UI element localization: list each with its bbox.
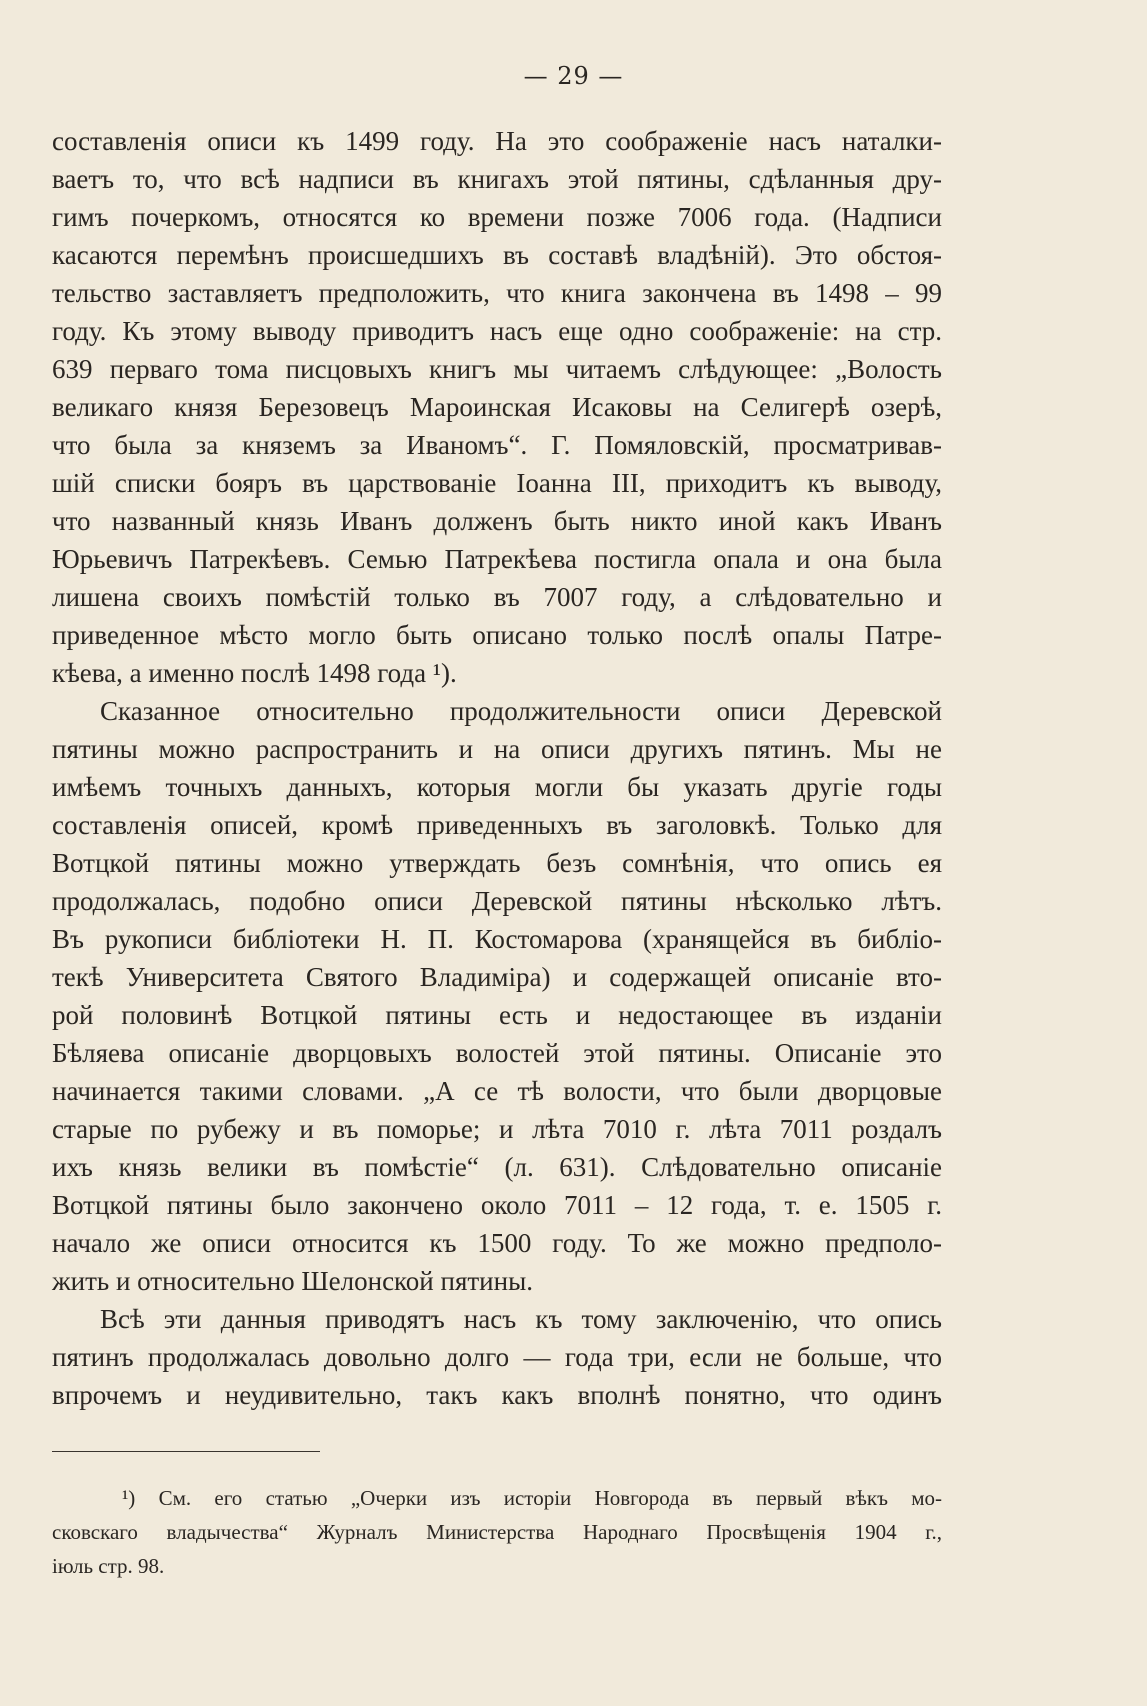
text-line: лишена своихъ помѣстій только въ 7007 году, а слѣдовательно и [52,582,942,612]
text-line: году. Къ этому выводу приводитъ насъ еще одно соображеніе: на стр. [52,316,942,346]
text-line: текѣ Университета Святого Владиміра) и содержащей описаніе вто- [52,962,942,992]
text-line: 639 перваго тома писцовыхъ книгъ мы читаемъ слѣдующее: „Волость [52,354,942,384]
text-line: великаго князя Березовецъ Мароинская Исаковы на Селигерѣ озерѣ, [52,392,942,422]
text-line: кѣева, а именно послѣ 1498 года ¹). [52,658,457,688]
text-line: Въ рукописи библіотеки Н. П. Костомарова (хранящейся въ библіо- [52,924,942,954]
text-line: пятины можно распространить и на описи другихъ пятинъ. Мы не [52,734,942,764]
text-line: начинается такими словами. „А се тѣ волости, что были дворцовые [52,1076,942,1106]
page-number: — 29 — [523,62,624,90]
text-line: составленія описей, кромѣ приведенныхъ въ заголовкѣ. Только для [52,810,942,840]
body-text [52,122,942,1414]
text-line: жить и относительно Шелонской пятины. [52,1266,533,1296]
footnote-line: сковскаго владычества“ Журналъ Министерства Народнаго Просвѣщенія 1904 г., [52,1520,942,1544]
text-line: ихъ князь велики въ помѣстіе“ (л. 631). Слѣдовательно описаніе [52,1152,942,1182]
text-line: что была за княземъ за Иваномъ“. Г. Помяловскій, просматривав- [52,430,942,460]
text-line: имѣемъ точныхъ данныхъ, которыя могли бы указать другіе годы [52,772,942,802]
text-line: Вотцкой пятины было закончено около 7011 – 12 года, т. е. 1505 г. [52,1190,942,1220]
text-line: тельство заставляетъ предположить, что книга закончена въ 1498 – 99 [52,278,942,308]
text-line: начало же описи относится къ 1500 году. То же можно предполо- [52,1228,942,1258]
text-line: что названный князь Иванъ долженъ быть никто иной какъ Иванъ [52,506,942,536]
footnote-line: ¹) См. его статью „Очерки изъ исторіи Новгорода въ первый вѣкъ мо- [122,1486,942,1510]
text-line: Юрьевичъ Патрекѣевъ. Семью Патрекѣева постигла опала и она была [52,544,942,574]
text-line: касаются перемѣнъ происшедшихъ въ составѣ владѣній). Это обстоя- [52,240,942,270]
text-line: рой половинѣ Вотцкой пятины есть и недостающее въ изданіи [52,1000,942,1030]
footnote [52,1481,942,1583]
text-line: старые по рубежу и въ поморье; и лѣта 7010 г. лѣта 7011 роздалъ [52,1114,942,1144]
text-line: ваетъ то, что всѣ надписи въ книгахъ этой пятины, сдѣланныя дру- [52,164,942,194]
text-line: впрочемъ и неудивительно, такъ какъ вполнѣ понятно, что одинъ [52,1380,942,1410]
text-line: Вотцкой пятины можно утверждать безъ сомнѣнія, что опись ея [52,848,942,878]
text-line: составленія описи къ 1499 году. На это соображеніе насъ наталки- [52,126,942,156]
text-line: Бѣляева описаніе дворцовыхъ волостей этой пятины. Описаніе это [52,1038,942,1068]
text-line: шій списки бояръ въ царствованіе Іоанна III, приходитъ къ выводу, [52,468,942,498]
text-line: приведенное мѣсто могло быть описано только послѣ опалы Патре- [52,620,942,650]
footnote-line: іюль стр. 98. [52,1554,165,1578]
text-line: Сказанное относительно продолжительности описи Деревской [100,696,942,726]
text-line: пятинъ продолжалась довольно долго — года три, если не больше, что [52,1342,942,1372]
text-line: продолжалась, подобно описи Деревской пятины нѣсколько лѣтъ. [52,886,942,916]
text-line: Всѣ эти данныя приводятъ насъ къ тому заключенію, что опись [100,1304,942,1334]
text-line: гимъ почеркомъ, относятся ко времени позже 7006 года. (Надписи [52,202,942,232]
footnote-divider [52,1451,320,1452]
